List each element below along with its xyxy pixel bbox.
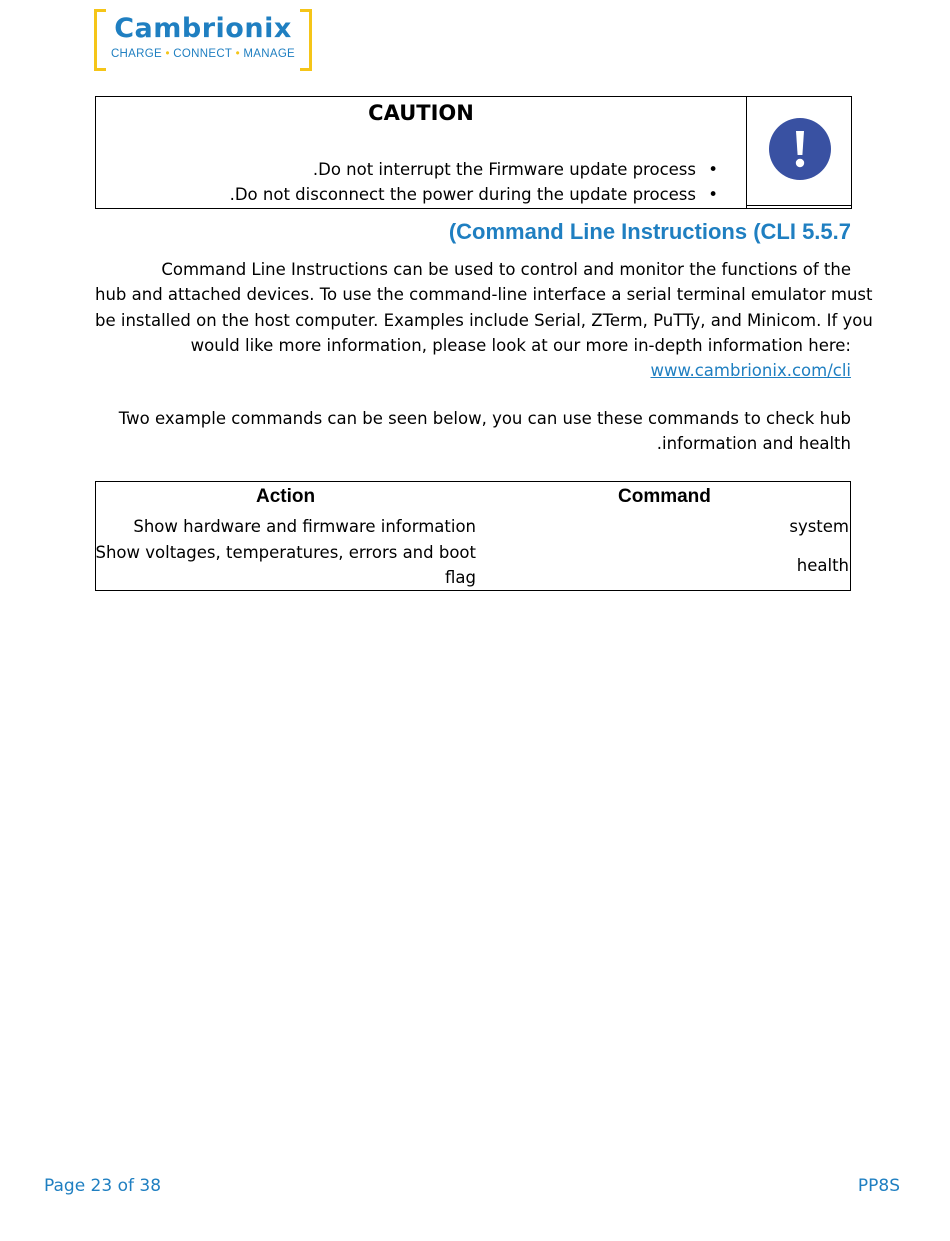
tagline-dot: • (235, 48, 240, 60)
caution-title: CAUTION (368, 101, 474, 125)
paragraph-line: Two example commands can be seen below, you can use these commands to check hub (118, 409, 851, 428)
header-command: Command (618, 486, 711, 507)
example-paragraph (95, 406, 851, 457)
exclamation-circle-icon (769, 118, 831, 180)
command-cell: system (789, 517, 849, 536)
logo-tagline (108, 48, 298, 60)
header-action: Action (256, 486, 316, 507)
caution-text-cell (96, 97, 747, 208)
command-table (95, 481, 851, 591)
action-cell: flag (445, 568, 476, 587)
tagline-connect: CONNECT (173, 48, 233, 60)
paragraph-line: hub and attached devices. To use the command-line interface a serial terminal emulator must (95, 285, 873, 305)
command-cell: health (796, 556, 849, 575)
bullet: • (708, 185, 718, 204)
intro-paragraph (95, 257, 873, 383)
caution-item-text: .Do not disconnect the power during the update process (229, 185, 696, 204)
action-cell: Show voltages, temperatures, errors and boot (95, 543, 476, 562)
action-cell: Show hardware and firmware information (133, 517, 476, 536)
cambrionix-logo (94, 9, 312, 69)
caution-item (230, 157, 718, 182)
doc-code: PP8S (857, 1176, 900, 1196)
tagline-manage: MANAGE (243, 48, 296, 60)
page-number: Page 23 of 38 (44, 1176, 162, 1196)
logo-bracket-right (300, 9, 312, 71)
tagline-dot: • (165, 48, 170, 60)
caution-item (230, 182, 718, 207)
caution-item-text: .Do not interrupt the Firmware update process (312, 160, 696, 179)
caution-box (95, 96, 852, 209)
section-heading: (Command Line Instructions (CLI 5.5.7 (448, 219, 851, 244)
paragraph-line: .information and health (656, 434, 851, 454)
logo-brand-text: Cambrionix (114, 13, 292, 44)
cli-link[interactable]: www.cambrionix.com/cli (650, 361, 851, 381)
caution-list (230, 157, 718, 207)
paragraph-line: be installed on the host computer. Examples include Serial, ZTerm, PuTTy, and Minicom. If you (95, 310, 873, 330)
tagline-charge: CHARGE (110, 48, 162, 60)
paragraph-line: Command Line Instructions can be used to control and monitor the functions of the (161, 260, 851, 279)
paragraph-line: would like more information, please look at our more in-depth information here: (190, 335, 851, 355)
caution-icon-cell (747, 97, 851, 208)
icon-cell-underline (747, 205, 851, 206)
logo-bracket-left (94, 9, 106, 71)
bullet: • (708, 160, 718, 179)
